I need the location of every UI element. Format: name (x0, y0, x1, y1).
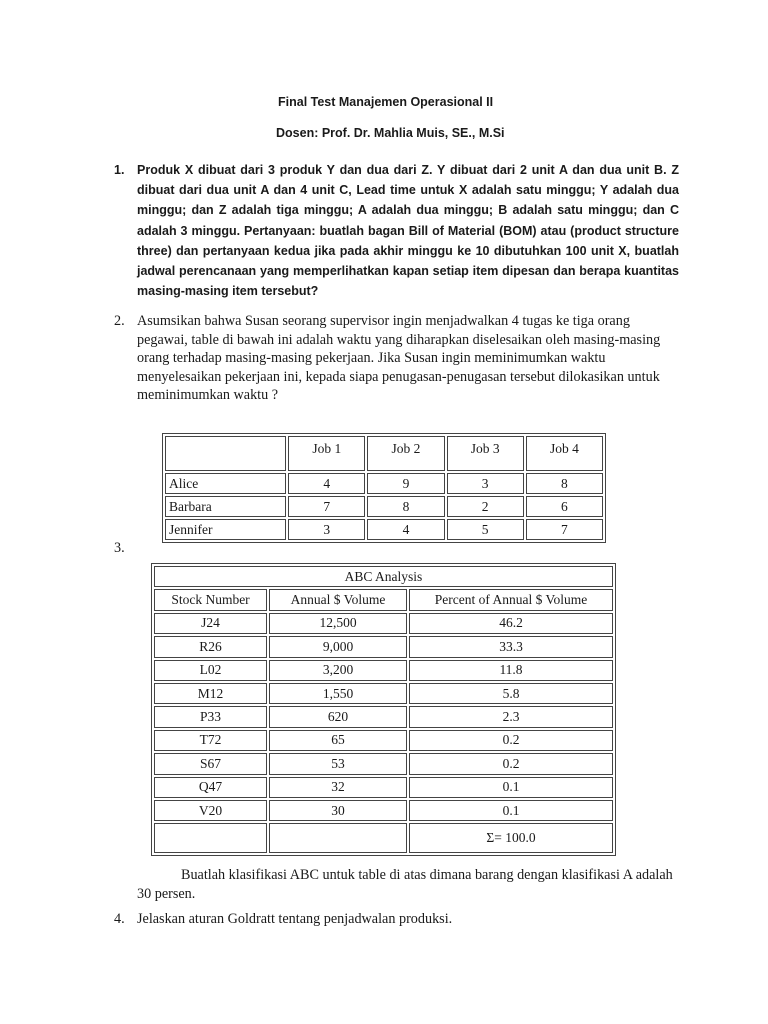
time-cell: 8 (526, 473, 603, 494)
table-row (154, 613, 613, 634)
header-cell: Job 4 (526, 436, 603, 471)
employee-name: Jennifer (165, 519, 286, 540)
time-cell: 3 (447, 473, 524, 494)
header-cell: Annual $ Volume (269, 589, 407, 610)
table-row (154, 777, 613, 798)
time-cell: 9 (367, 473, 444, 494)
stock-number: M12 (154, 683, 267, 704)
table-title-row (154, 566, 613, 587)
table-row (154, 800, 613, 821)
time-cell: 8 (367, 496, 444, 517)
stock-number: Q47 (154, 777, 267, 798)
annual-volume: 1,550 (269, 683, 407, 704)
total-cell: Σ= 100.0 (409, 823, 613, 853)
annual-volume: 53 (269, 753, 407, 774)
employee-name: Alice (165, 473, 286, 494)
question-2-number: 2. (114, 313, 125, 329)
table-header-row (154, 589, 613, 610)
question-1 (114, 160, 679, 301)
percent-volume: 11.8 (409, 660, 613, 681)
abc-analysis-table (151, 563, 616, 856)
annual-volume: 32 (269, 777, 407, 798)
table-row (154, 660, 613, 681)
table-row (165, 519, 603, 540)
time-cell: 4 (288, 473, 365, 494)
percent-volume: 2.3 (409, 706, 613, 727)
percent-volume: 0.1 (409, 800, 613, 821)
question-1-text: Produk X dibuat dari 3 produk Y dan dua dari Z. Y dibuat dari 2 unit A dan dua unit B. Z dibuat dari dua unit A dan 4 unit C, Lead time untuk X adalah satu minggu; Y adalah dua minggu; dan Z adalah tiga minggu; A adalah dua minggu; B adalah satu minggu; dan C adalah 3 minggu. Pertanyaan: buatlah bagan Bill of Material (BOM) atau (product structure three) dan pertanyaan kedua jika pada akhir minggu ke 10 dibutuhkan 100 unit X, buatlah jadwal perencanaan yang memperlihatkan kapan setiap item dipesan dan berapa kuantitas masing-masing item tersebut? (137, 163, 679, 299)
question-2-text: Asumsikan bahwa Susan seorang supervisor ingin menjadwalkan 4 tugas ke tiga orang pegawai, table di bawah ini adalah waktu yang diharapkan diselesaikan oleh masing-masing orang terhadap masing-masing pekerjaan. Jika Susan ingin meminimumkan waktu menyelesaikan pekerjaan ini, kepada siapa penugasan-penugasan tersebut dilokasikan untuk meminimumkan waktu ? (137, 313, 661, 404)
stock-number: S67 (154, 753, 267, 774)
lecturer-line: Dosen: Prof. Dr. Mahlia Muis, SE., M.Si (276, 126, 505, 140)
employee-name: Barbara (165, 496, 286, 517)
stock-number: R26 (154, 636, 267, 657)
time-cell: 7 (526, 519, 603, 540)
percent-volume: 0.2 (409, 730, 613, 751)
table-total-row (154, 823, 613, 853)
time-cell: 6 (526, 496, 603, 517)
header-cell: Job 3 (447, 436, 524, 471)
question-4-number: 4. (114, 911, 125, 927)
annual-volume: 3,200 (269, 660, 407, 681)
question-1-number: 1. (114, 163, 125, 177)
percent-volume: 46.2 (409, 613, 613, 634)
table-row (154, 636, 613, 657)
question-2 (114, 312, 674, 405)
question-3-text: Buatlah klasifikasi ABC untuk table di atas dimana barang dengan klasifikasi A adalah 30 persen. (137, 867, 673, 902)
stock-number: V20 (154, 800, 267, 821)
table-row (154, 706, 613, 727)
stock-number: T72 (154, 730, 267, 751)
time-cell: 3 (288, 519, 365, 540)
table-row (165, 473, 603, 494)
header-cell: Percent of Annual $ Volume (409, 589, 613, 610)
header-cell (165, 436, 286, 471)
stock-number: P33 (154, 706, 267, 727)
time-cell: 7 (288, 496, 365, 517)
table-title: ABC Analysis (154, 566, 613, 587)
percent-volume: 5.8 (409, 683, 613, 704)
document-title: Final Test Manajemen Operasional II (278, 95, 494, 109)
job-assignment-table (162, 433, 606, 543)
table-header-row (165, 436, 603, 471)
question-3-number: 3. (114, 540, 125, 556)
annual-volume: 9,000 (269, 636, 407, 657)
header-cell: Job 2 (367, 436, 444, 471)
time-cell: 4 (367, 519, 444, 540)
header-cell: Job 1 (288, 436, 365, 471)
stock-number: J24 (154, 613, 267, 634)
annual-volume: 30 (269, 800, 407, 821)
empty-cell (154, 823, 267, 853)
time-cell: 5 (447, 519, 524, 540)
table-row (154, 730, 613, 751)
time-cell: 2 (447, 496, 524, 517)
header-cell: Stock Number (154, 589, 267, 610)
empty-cell (269, 823, 407, 853)
question-4-text: Jelaskan aturan Goldratt tentang penjadwalan produksi. (137, 911, 453, 927)
annual-volume: 620 (269, 706, 407, 727)
stock-number: L02 (154, 660, 267, 681)
annual-volume: 12,500 (269, 613, 407, 634)
annual-volume: 65 (269, 730, 407, 751)
percent-volume: 0.1 (409, 777, 613, 798)
table-row (165, 496, 603, 517)
percent-volume: 0.2 (409, 753, 613, 774)
percent-volume: 33.3 (409, 636, 613, 657)
table-row (154, 683, 613, 704)
table-row (154, 753, 613, 774)
